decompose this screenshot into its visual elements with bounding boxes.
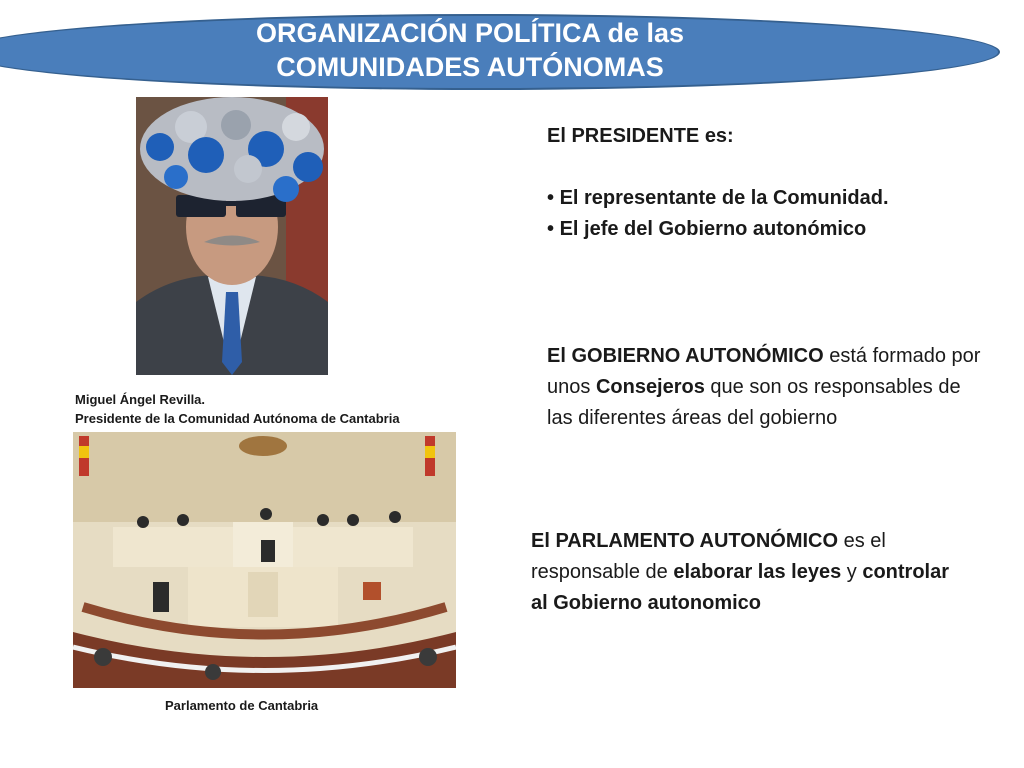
parlamento-text-2: y xyxy=(841,561,863,583)
title-line-1: ORGANIZACIÓN POLÍTICA de las xyxy=(255,18,685,48)
president-bullet-1: • El representante de la Comunidad. xyxy=(547,187,889,209)
gobierno-term: El GOBIERNO AUTONÓMICO xyxy=(547,345,824,367)
gobierno-text-1: está formado por unos xyxy=(547,345,981,398)
president-photo-illustration xyxy=(136,97,328,375)
control-term: controlar al Gobierno autonomico xyxy=(531,561,950,614)
gobierno-text-2: que son os responsables de las diferentes áreas del gobierno xyxy=(547,376,961,429)
president-block xyxy=(547,121,987,245)
parliament-caption: Parlamento de Cantabria xyxy=(165,698,319,713)
president-photo xyxy=(136,97,328,375)
president-bullet-2-text: El jefe del Gobierno autonómico xyxy=(559,218,867,240)
parlamento-block xyxy=(531,526,971,619)
president-bullet-2: • El jefe del Gobierno autonómico xyxy=(547,218,867,240)
gobierno-block xyxy=(547,341,987,434)
consejeros-term: Consejeros xyxy=(595,376,705,398)
slide-title xyxy=(0,16,940,84)
president-caption-name: Miguel Ángel Revilla. xyxy=(75,392,206,407)
parliament-photo xyxy=(73,432,456,688)
president-caption-role: Presidente de la Comunidad Autónoma de Cantabria xyxy=(75,411,400,426)
parlamento-term: El PARLAMENTO AUTONÓMICO xyxy=(531,530,839,552)
leyes-term: elaborar las leyes xyxy=(673,561,842,583)
parlamento-text-1: es el responsable de xyxy=(531,530,886,583)
president-bullet-1-text: El representante de la Comunidad. xyxy=(559,187,889,209)
parliament-photo-illustration xyxy=(73,432,456,688)
title-line-2: COMUNIDADES AUTÓNOMAS xyxy=(276,52,664,82)
president-caption xyxy=(75,390,400,428)
president-heading: El PRESIDENTE es: xyxy=(547,125,734,147)
